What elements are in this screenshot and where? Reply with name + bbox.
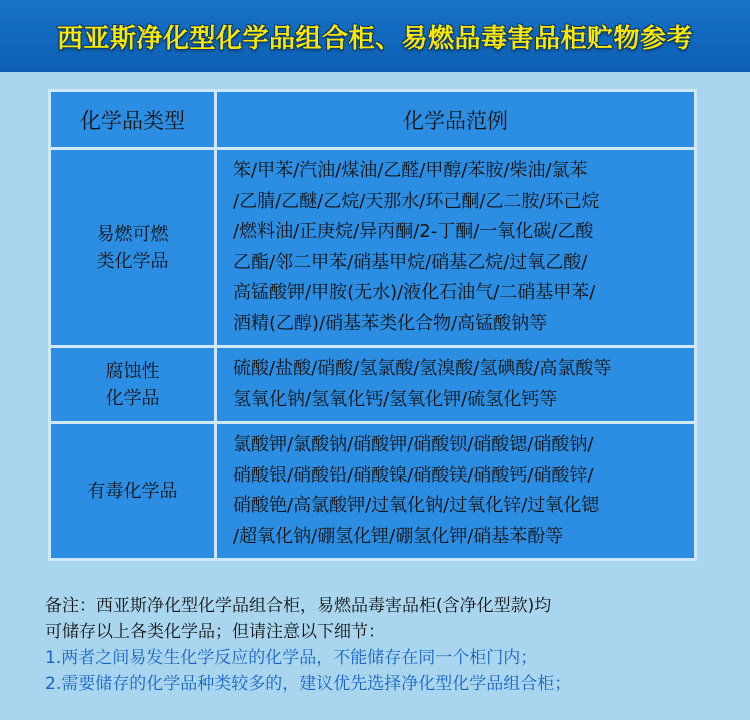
notes-section — [45, 593, 735, 697]
table-header-row — [51, 92, 694, 147]
example-line: 硫酸/盐酸/硝酸/氢氯酸/氢溴酸/氢碘酸/高氯酸等 — [233, 358, 612, 379]
table-row — [51, 150, 694, 345]
example-line: 硝酸银/硝酸铅/硝酸镍/硝酸镁/硝酸钙/硝酸锌/ — [233, 464, 594, 486]
example-line: 氯酸钾/氯酸钠/硝酸钾/硝酸钡/硝酸锶/硝酸钠/ — [233, 434, 594, 455]
examples-cell-corrosive — [217, 348, 694, 421]
header-chemical-type: 化学品类型 — [51, 92, 214, 147]
type-line: 有毒化学品 — [87, 480, 178, 502]
example-line: 酒精(乙醇)/硝基苯类化合物/高锰酸钠等 — [233, 312, 548, 334]
type-cell-corrosive — [51, 348, 214, 421]
type-line: 化学品 — [105, 387, 160, 409]
examples-cell-flammable — [217, 150, 694, 345]
title-banner — [0, 0, 750, 72]
example-line: /燃料油/正庚烷/异丙酮/2-丁酮/一氧化碳/乙酸 — [233, 221, 594, 242]
type-cell-flammable — [51, 150, 214, 345]
table-row — [51, 424, 694, 558]
note-item-2: 2.需要储存的化学品种类较多的，建议优先选择净化型化学品组合柜； — [45, 674, 572, 694]
example-line: 笨/甲苯/汽油/煤油/乙醛/甲醇/苯胺/柴油/氯苯 — [233, 160, 588, 181]
table-row — [51, 348, 694, 421]
example-line: /乙腈/乙醚/乙烷/天那水/环己酮/乙二胺/环己烷 — [233, 190, 600, 212]
header-chemical-examples: 化学品范例 — [217, 92, 694, 147]
example-line: 高锰酸钾/甲胺(无水)/液化石油气/二硝基甲苯/ — [233, 282, 596, 303]
type-line: 腐蚀性 — [105, 360, 160, 382]
example-line: /超氧化钠/硼氢化锂/硼氢化钾/硝基苯酚等 — [233, 525, 564, 547]
chemical-table — [48, 89, 697, 561]
note-remark-continued: 可储存以上各类化学品；但请注意以下细节： — [45, 622, 385, 642]
examples-cell-toxic — [217, 424, 694, 558]
type-cell-toxic — [51, 424, 214, 558]
example-line: 硝酸铯/高氯酸钾/过氧化钠/过氧化锌/过氧化锶 — [233, 495, 600, 516]
type-line: 类化学品 — [96, 250, 169, 272]
banner-title: 西亚斯净化型化学品组合柜、易燃品毒害品柜贮物参考 — [56, 23, 693, 54]
example-line: 乙酯/邻二甲苯/硝基甲烷/硝基乙烷/过氧乙酸/ — [233, 251, 588, 273]
example-line: 氢氧化钠/氢氧化钙/氢氧化钾/硫氢化钙等 — [233, 388, 558, 410]
note-item-1: 1.两者之间易发生化学反应的化学品，不能储存在同一个柜门内； — [45, 648, 538, 668]
type-line: 易燃可燃 — [96, 223, 169, 245]
note-remark: 备注：西亚斯净化型化学品组合柜，易燃品毒害品柜(含净化型款)均 — [45, 596, 552, 616]
